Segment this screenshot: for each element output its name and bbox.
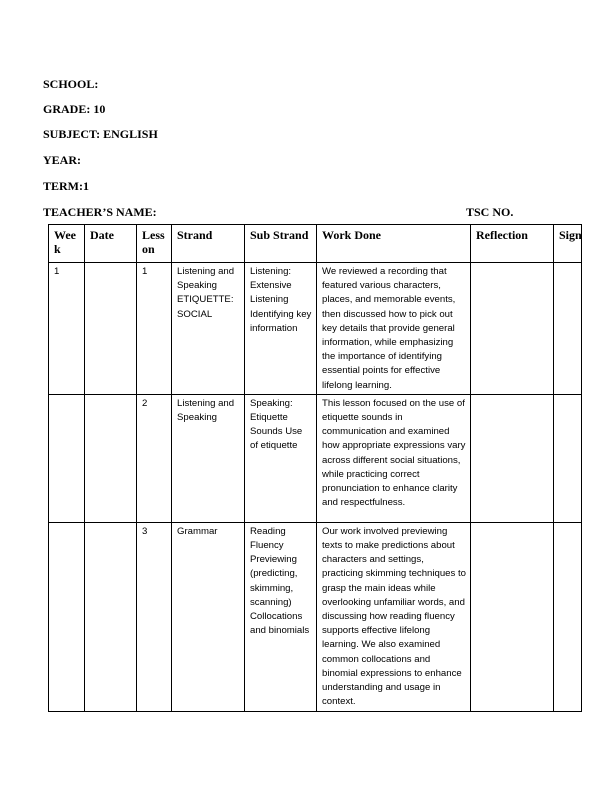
- strand-cell: Listening and Speaking: [172, 394, 245, 522]
- sub-strand-cell: Speaking: Etiquette Sounds Use of etiquette: [245, 394, 317, 522]
- sub-strand-cell: Reading Fluency Previewing (predicting, skimming, scanning) Collocations and binomials: [245, 522, 317, 711]
- term-label: TERM:1: [43, 179, 89, 193]
- column-header-work-done: Work Done: [317, 225, 471, 263]
- work-done-cell: We reviewed a recording that featured various characters, places, and memorable events, then discussed how to pick out key details that provide general information, while emphasizing the importance of identifying essential points for effective lifelong learning.: [317, 263, 471, 395]
- reflection-cell: [471, 522, 554, 711]
- sign-cell: [554, 263, 582, 395]
- column-header-strand: Strand: [172, 225, 245, 263]
- reflection-cell: [471, 394, 554, 522]
- work-done-cell: Our work involved previewing texts to make predictions about characters and settings, practicing skimming techniques to grasp the main ideas while overlooking unfamiliar words, and discussing how reading fluency supports effective lifelong learning. We also examined common collocations and binomial expressions to enhance understanding and usage in context.: [317, 522, 471, 711]
- date-cell: [85, 263, 137, 395]
- table-row: [49, 394, 582, 522]
- sign-cell: [554, 522, 582, 711]
- table-header-row: [49, 225, 582, 263]
- column-header-sign: Sign: [554, 225, 582, 263]
- column-header-week: Wee k: [49, 225, 85, 263]
- date-cell: [85, 394, 137, 522]
- week-cell: [49, 522, 85, 711]
- subject-label: SUBJECT: ENGLISH: [43, 127, 158, 141]
- column-header-sub-strand: Sub Strand: [245, 225, 317, 263]
- tsc-number-label: TSC NO.: [466, 205, 514, 219]
- scheme-of-work-table: [48, 224, 582, 712]
- column-header-date: Date: [85, 225, 137, 263]
- table-row: [49, 522, 582, 711]
- table-row: [49, 263, 582, 395]
- sign-cell: [554, 394, 582, 522]
- week-cell: 1: [49, 263, 85, 395]
- teacher-name-label: TEACHER’S NAME:: [43, 205, 157, 219]
- year-label: YEAR:: [43, 153, 81, 167]
- strand-cell: Grammar: [172, 522, 245, 711]
- column-header-reflection: Reflection: [471, 225, 554, 263]
- column-header-lesson: Less on: [137, 225, 172, 263]
- lesson-cell: 2: [137, 394, 172, 522]
- sub-strand-cell: Listening: Extensive Listening Identifying key information: [245, 263, 317, 395]
- lesson-cell: 3: [137, 522, 172, 711]
- school-label: SCHOOL:: [43, 77, 99, 91]
- lesson-cell: 1: [137, 263, 172, 395]
- date-cell: [85, 522, 137, 711]
- work-done-cell: This lesson focused on the use of etiquette sounds in communication and examined how appropriate expressions vary across different social situations, while practicing correct pronunciation to enhance clarity and respectfulness.: [317, 394, 471, 522]
- reflection-cell: [471, 263, 554, 395]
- strand-cell: Listening and Speaking ETIQUETTE: SOCIAL: [172, 263, 245, 395]
- week-cell: [49, 394, 85, 522]
- grade-label: GRADE: 10: [43, 102, 106, 116]
